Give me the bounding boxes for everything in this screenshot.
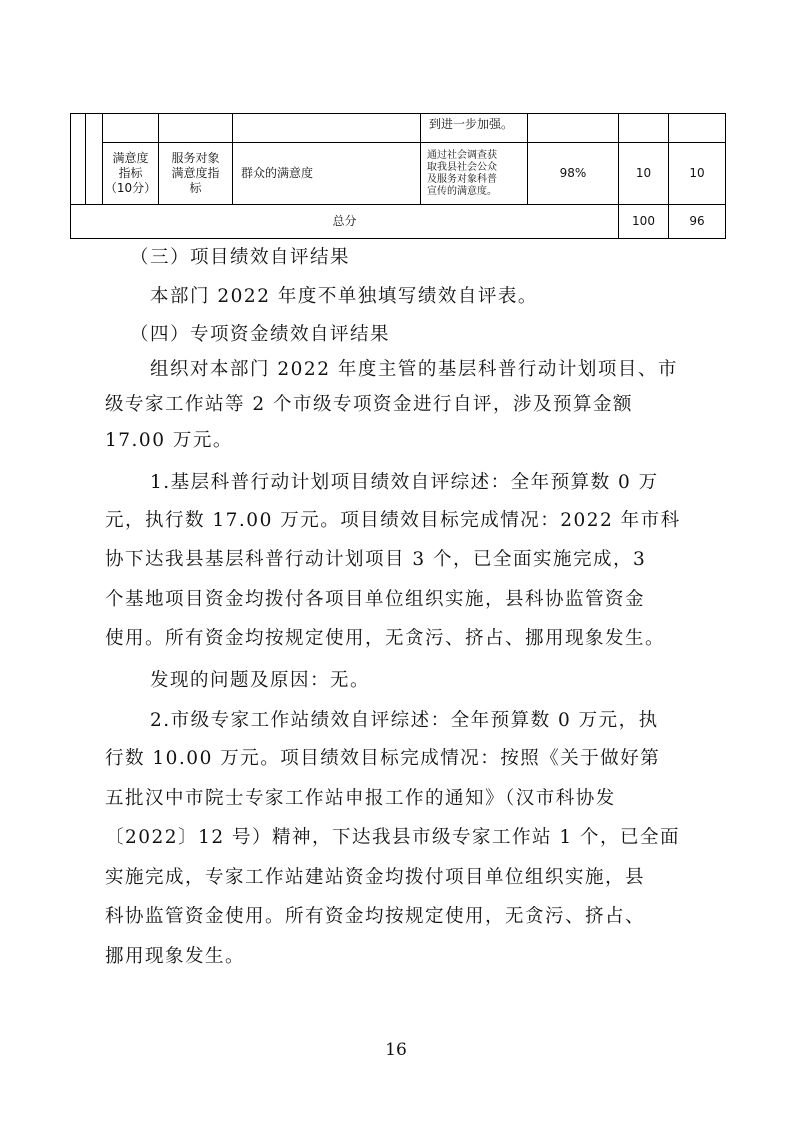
level2-indicator-cell bbox=[159, 143, 233, 205]
paragraph-line: 17.00 万元。 bbox=[105, 430, 233, 451]
cell-line: 宣传的满意度。 bbox=[427, 185, 497, 197]
paragraph-line: 级专家工作站等 2 个市级专项资金进行自评，涉及预算金额 bbox=[105, 394, 634, 415]
section-heading-4: （四）专项资金绩效自评结果 bbox=[130, 324, 391, 345]
cell-line: 取我县社会公众 bbox=[427, 161, 497, 173]
table-total-row bbox=[71, 205, 726, 239]
method-cell bbox=[421, 143, 528, 205]
paragraph-line: 实施完成，专家工作站建站资金均拨付项目单位组织实施，县 bbox=[105, 867, 646, 888]
table-cell bbox=[669, 114, 726, 143]
paragraph: 本部门 2022 年度不单独填写绩效自评表。 bbox=[150, 286, 538, 307]
cell-line: （10分） bbox=[104, 181, 157, 195]
paragraph-line: 协下达我县基层科普行动计划项目 3 个，已全面实施完成，3 bbox=[105, 549, 647, 570]
table-cell bbox=[159, 114, 233, 143]
table-row bbox=[71, 114, 726, 143]
cell-line: 满意度指 bbox=[171, 166, 220, 180]
cell-line: 服务对象 bbox=[171, 151, 220, 165]
paragraph-line: 科协监管资金使用。所有资金均按规定使用，无贪污、挤占、 bbox=[105, 906, 646, 927]
weight-cell: 10 bbox=[619, 143, 669, 205]
paragraph: 发现的问题及原因：无。 bbox=[150, 670, 371, 691]
paragraph-line: 使用。所有资金均按规定使用，无贪污、挤占、挪用现象发生。 bbox=[105, 628, 666, 649]
paragraph-line: 五批汉中市院士专家工作站申报工作的通知》（汉市科协发 bbox=[105, 788, 616, 809]
cell-line: 满意度 bbox=[112, 151, 149, 165]
page-number: 16 bbox=[385, 1040, 407, 1060]
table-cell bbox=[528, 114, 619, 143]
cell-line: 标 bbox=[189, 181, 202, 195]
table-cell bbox=[71, 114, 86, 205]
paragraph-line: 个基地项目资金均拨付各项目单位组织实施，县科协监管资金 bbox=[105, 589, 646, 610]
cell-line: 通过社会调查获 bbox=[427, 149, 497, 161]
paragraph-line: 〔2022〕12 号）精神，下达我县市级专家工作站 1 个，已全面 bbox=[105, 827, 681, 848]
total-label-cell: 总分 bbox=[71, 205, 619, 239]
paragraph-line: 行数 10.00 万元。项目绩效目标完成情况：按照《关于做好第 bbox=[105, 748, 661, 769]
section-heading-3: （三）项目绩效自评结果 bbox=[130, 247, 351, 268]
table-cell bbox=[233, 114, 421, 143]
cell-line: 及服务对象科普 bbox=[427, 173, 497, 185]
value-cell: 98% bbox=[528, 143, 619, 205]
total-weight-cell: 100 bbox=[619, 205, 669, 239]
total-score-cell: 96 bbox=[669, 205, 726, 239]
level1-indicator-cell bbox=[103, 143, 159, 205]
paragraph-line: 挪用现象发生。 bbox=[105, 946, 246, 967]
cell-line: 指标 bbox=[118, 166, 143, 180]
table-row bbox=[71, 143, 726, 205]
indicator-cell: 群众的满意度 bbox=[233, 143, 421, 205]
score-cell: 10 bbox=[669, 143, 726, 205]
paragraph-line: 1.基层科普行动计划项目绩效自评综述：全年预算数 0 万 bbox=[150, 472, 659, 493]
paragraph-line: 2.市级专家工作站绩效自评综述：全年预算数 0 万元，执 bbox=[150, 710, 659, 731]
table-cell bbox=[103, 114, 159, 143]
table-cell bbox=[619, 114, 669, 143]
paragraph-line: 元，执行数 17.00 万元。项目绩效目标完成情况：2022 年市科 bbox=[105, 510, 681, 531]
performance-table bbox=[70, 113, 726, 239]
paragraph-line: 组织对本部门 2022 年度主管的基层科普行动计划项目、市 bbox=[150, 359, 678, 380]
table-cell bbox=[86, 114, 103, 205]
method-cell: 到进一步加强。 bbox=[421, 114, 528, 143]
